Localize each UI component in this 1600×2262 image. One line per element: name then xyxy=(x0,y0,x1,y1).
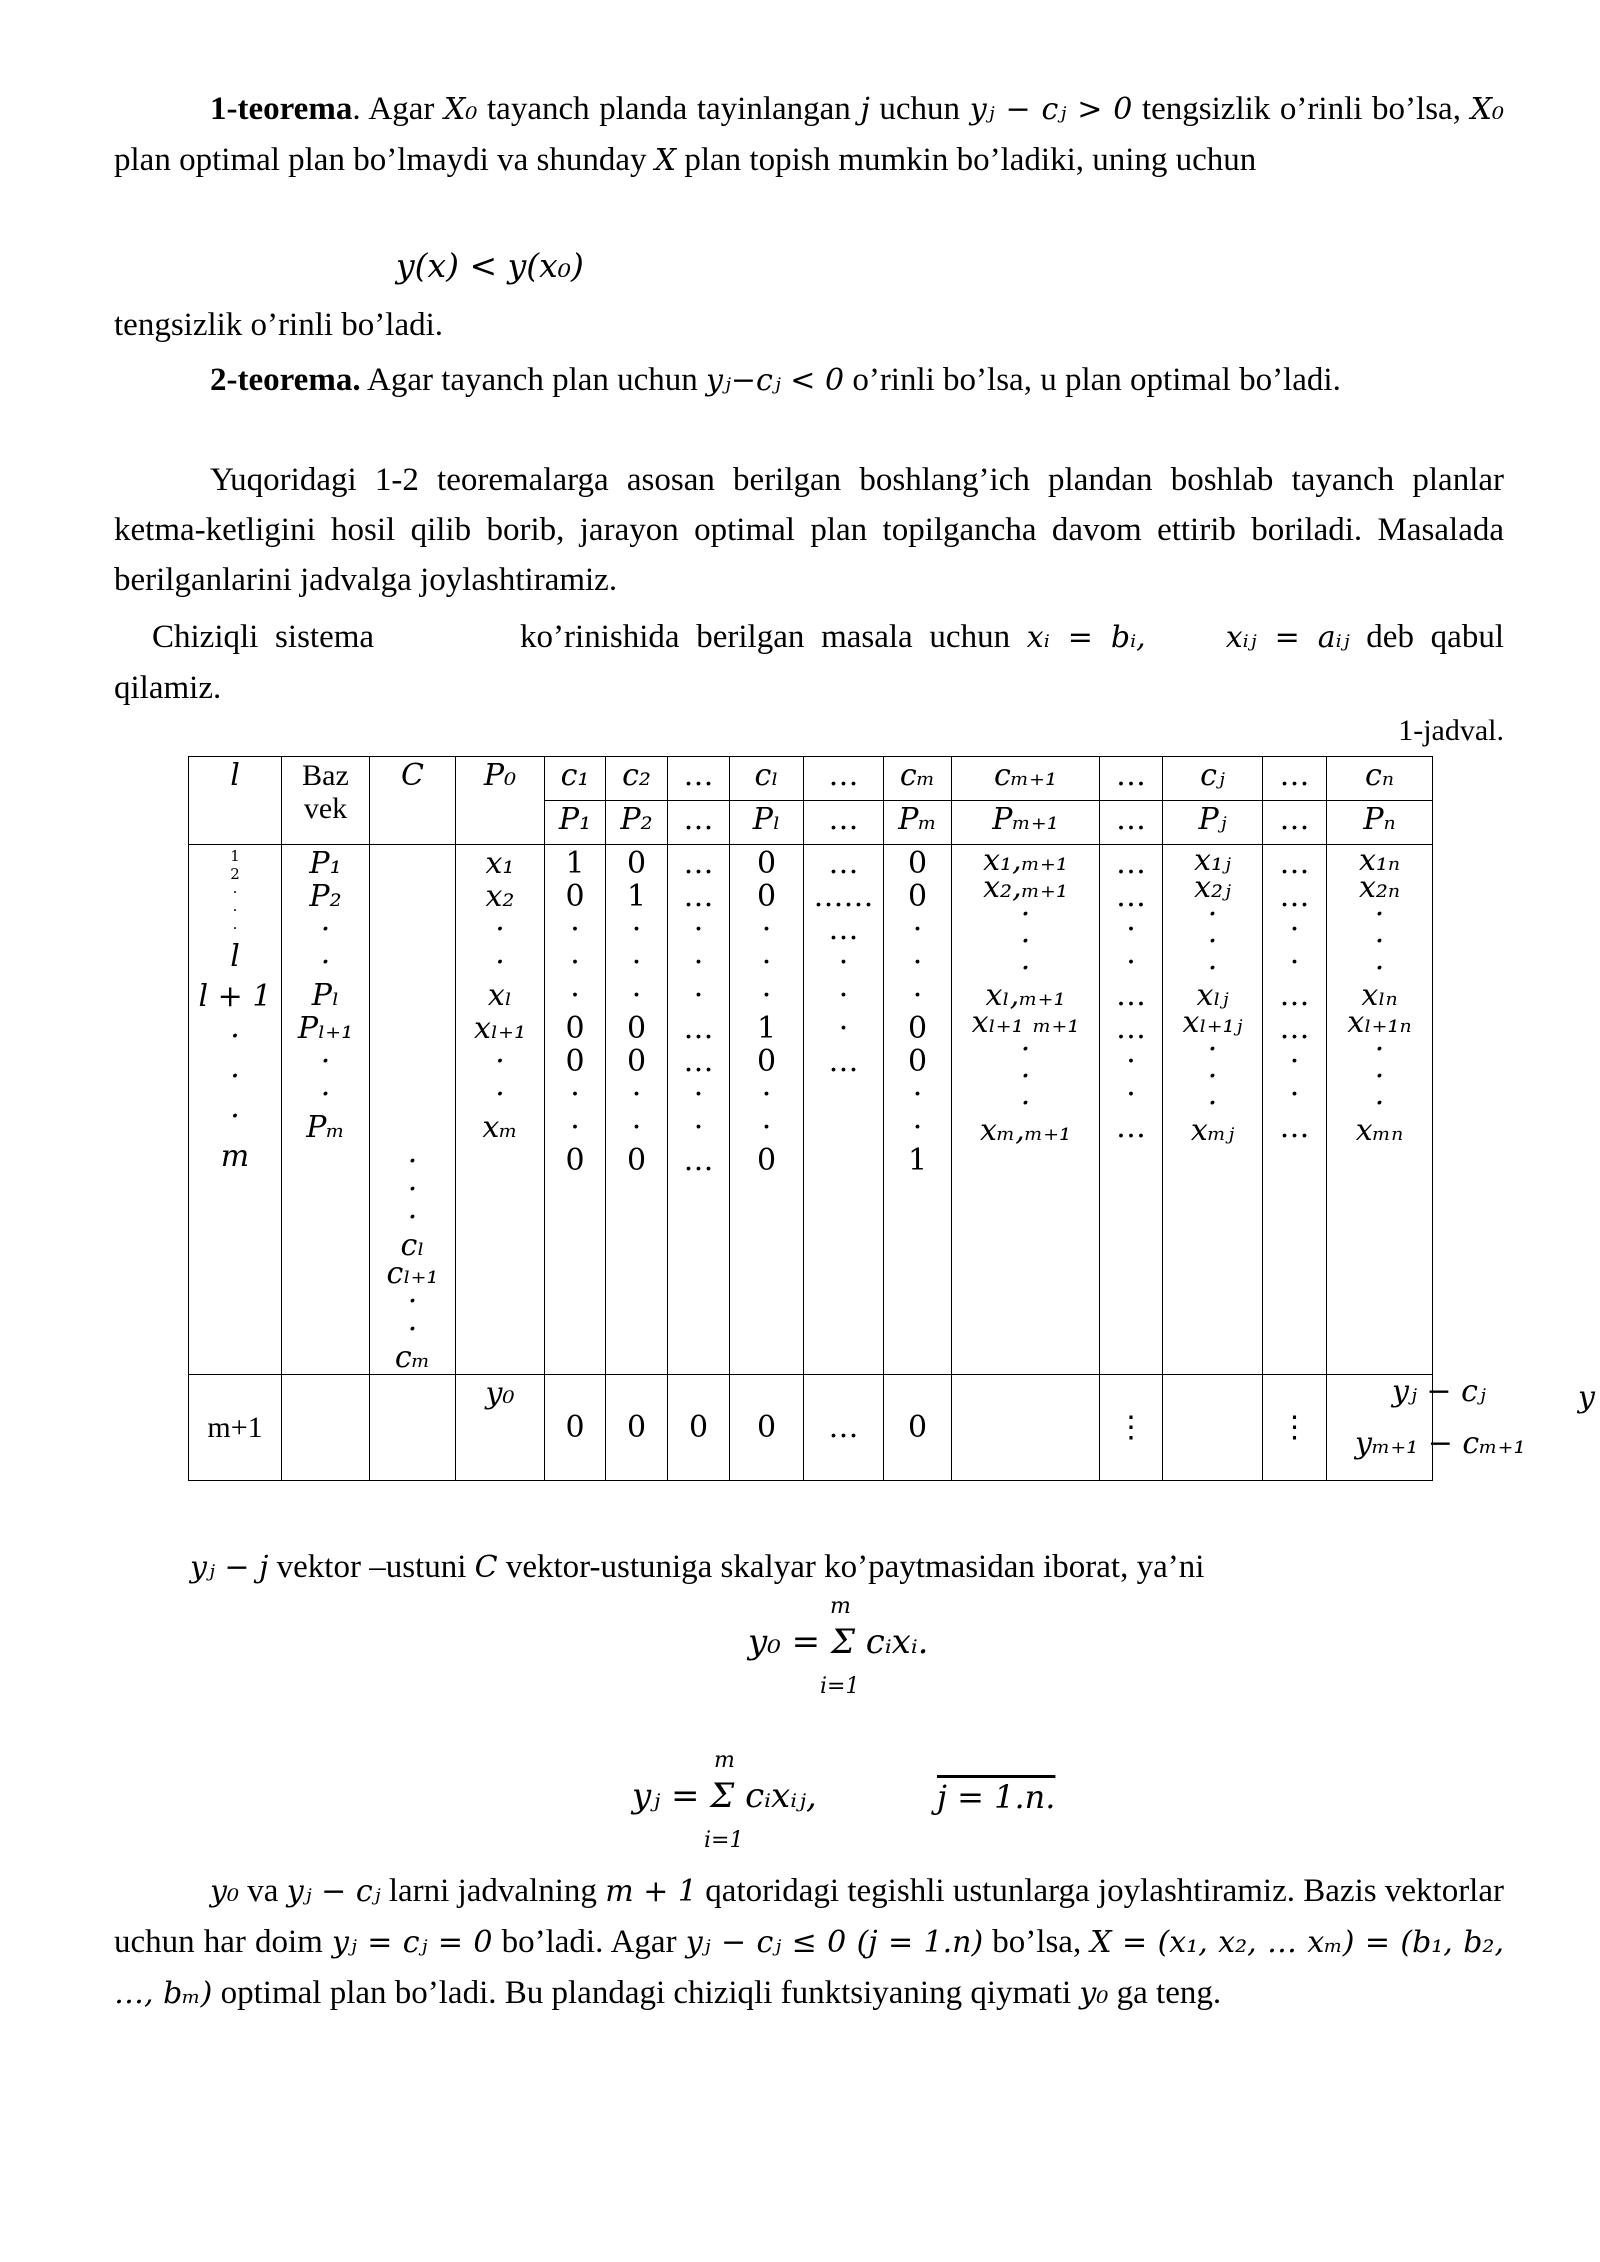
empty-cell xyxy=(952,1375,1100,1481)
math-yj-j: yⱼ − j xyxy=(190,1550,269,1585)
sum-lower-limit: i=1 xyxy=(704,1828,744,1853)
text: tayanch planda tayinlangan xyxy=(477,91,861,127)
math-condition: yⱼ−cⱼ < 0 xyxy=(706,363,845,398)
header-dots: … xyxy=(1263,801,1327,845)
formula-y0-sum xyxy=(748,1594,1048,1704)
col-basis-vectors: P₁ P₂ · · Pₗ Pₗ₊₁ · · Pₘ xyxy=(282,845,370,1375)
header-p0: P₀ xyxy=(456,757,545,845)
last-row-vdots-1: ⋮ xyxy=(1100,1375,1163,1481)
header-cm1: cₘ₊₁ xyxy=(952,757,1100,801)
header-Pm: Pₘ xyxy=(884,801,952,845)
last-row-dots-2: … xyxy=(804,1375,884,1481)
math-optimal-plan: X = (x₁, x₂, … xₘ) = (b₁, b₂, …, bₘ) xyxy=(114,1925,1504,2011)
col-c1-values: 1 0 · · · 0 0 · · 0 xyxy=(545,845,606,1375)
header-dots: … xyxy=(804,801,884,845)
sum-upper-limit: m xyxy=(714,1748,735,1773)
empty-cell xyxy=(1163,1375,1263,1481)
col-dots-4: … … · · … … · · … xyxy=(1263,845,1327,1375)
header-dots: … xyxy=(668,801,730,845)
label-cut-y: y xyxy=(1578,1380,1595,1415)
text: o’rinli bo’lsa, u plan optimal bo’ladi. xyxy=(844,362,1341,398)
last-row-dots-1: 0 xyxy=(668,1375,730,1481)
empty-cell xyxy=(370,1375,456,1481)
math-condition: yⱼ − cⱼ > 0 xyxy=(969,92,1133,127)
math-m-plus-1: m + 1 xyxy=(605,1874,698,1909)
col-p0-values: x₁ x₂ · · xₗ xₗ₊₁ · · xₘ xyxy=(456,845,545,1375)
header-Pm1: Pₘ₊₁ xyxy=(952,801,1100,845)
header-c1: c₁ xyxy=(545,757,606,801)
text: plan topish mumkin bo’ladiki, uning uchun xyxy=(676,142,1257,178)
header-Pl: Pₗ xyxy=(730,801,804,845)
header-cn: cₙ xyxy=(1327,757,1433,801)
math-c: C xyxy=(474,1550,498,1585)
header-Pj: Pⱼ xyxy=(1163,801,1263,845)
formula-yj: yⱼ = Σ cᵢxᵢⱼ, xyxy=(632,1776,817,1816)
col-cj-values: x₁ⱼ x₂ⱼ · · · xₗⱼ xₗ₊₁ⱼ · · · xₘⱼ xyxy=(1163,845,1263,1375)
header-cm: cₘ xyxy=(884,757,952,801)
header-Pn: Pₙ xyxy=(1327,801,1433,845)
paragraph-3: Yuqoridagi 1-2 teoremalarga asosan berilgan boshlang’ich plandan boshlab tayanch planlar ketma-ketligini hosil qilib borib, jarayon optimal plan topilgancha davom ettirib boriladi. Masalada berilganlarini jadvalga joylashtiramiz. xyxy=(114,462,1504,598)
formula-yj-sum xyxy=(632,1748,1132,1858)
math-yj-cj-zero: yⱼ = cⱼ = 0 xyxy=(331,1925,493,1960)
label-yj-cj: yⱼ − cⱼ xyxy=(1392,1374,1486,1409)
sum-lower-limit: i=1 xyxy=(820,1674,860,1699)
header-dots: … xyxy=(668,757,730,801)
col-dots-2: … …… … · · · … xyxy=(804,845,884,1375)
col-c-values: · · · cₗ cₗ₊₁ · · cₘ xyxy=(370,845,456,1375)
math-j: j xyxy=(860,92,870,127)
math-xi-bi: xᵢ = bᵢ, xyxy=(1026,620,1146,655)
col-c2-values: 0 1 · · · 0 0 · · 0 xyxy=(606,845,668,1375)
theorem-2-label: 2-teorema. xyxy=(210,362,361,398)
header-l: l xyxy=(189,757,282,845)
empty-cell xyxy=(282,1375,370,1481)
header-dots: … xyxy=(1100,801,1163,845)
table-caption: 1-jadval. xyxy=(1398,714,1504,747)
last-row-c2: 0 xyxy=(606,1375,668,1481)
formula-inequality: y(x) < y(x₀) xyxy=(396,246,584,285)
text: optimal plan bo’ladi. Bu plandagi chiziqli funktsiyaning qiymati xyxy=(212,1975,1080,2011)
col-cl-values: 0 0 · · · 1 0 · · 0 xyxy=(730,845,804,1375)
text: . Agar xyxy=(352,91,444,127)
math-optimality-condition: yⱼ − cⱼ ≤ 0 (j = 1.n) xyxy=(685,1925,984,1960)
col-l-body xyxy=(189,845,282,1375)
last-row-c1: 0 xyxy=(545,1375,606,1481)
text: ko’rinishida berilgan masala uchun xyxy=(520,619,1027,655)
text: tengsizlik o’rinli bo’lsa, xyxy=(1132,91,1471,127)
row-symbols: l l + 1 · · · m xyxy=(198,939,272,1174)
header-c: C xyxy=(370,757,456,845)
theorem-1-label: 1-teorema xyxy=(210,91,353,127)
text: Chiziqli sistema xyxy=(152,619,375,655)
text: deb qabul qilamiz. xyxy=(114,619,1504,706)
paragraph-4 xyxy=(114,612,1504,713)
last-row-label: m+1 xyxy=(189,1375,282,1481)
last-row-vdots-2: ⋮ xyxy=(1263,1375,1327,1481)
text: larni jadvalning xyxy=(380,1873,606,1909)
math-y0: y₀ xyxy=(1079,1976,1109,2011)
math-x: X xyxy=(654,143,677,178)
math-yj-cj: yⱼ − cⱼ xyxy=(286,1874,381,1909)
after-table-paragraph xyxy=(190,1542,1490,1593)
formula-y0: y₀ = Σ cᵢxᵢ. xyxy=(748,1622,929,1662)
col-cm-values: 0 0 · · · 0 0 · · 1 xyxy=(884,845,952,1375)
sum-upper-limit: m xyxy=(830,1594,851,1619)
last-row-cl: 0 xyxy=(730,1375,804,1481)
col-dots-3: … … · · … … · · … xyxy=(1100,845,1163,1375)
header-dots: … xyxy=(1100,757,1163,801)
theorem-1-paragraph xyxy=(114,84,1504,186)
text: Agar tayanch plan uchun xyxy=(360,362,707,398)
formula-j-range: j = 1.n. xyxy=(937,1778,1056,1816)
header-dots: … xyxy=(804,757,884,801)
header-P1: P₁ xyxy=(545,801,606,845)
col-dots-1: … … · · · … … · · … xyxy=(668,845,730,1375)
label-ym1-cm1: yₘ₊₁ − cₘ₊₁ xyxy=(1355,1426,1526,1461)
header-P2: P₂ xyxy=(606,801,668,845)
header-cj: cⱼ xyxy=(1163,757,1263,801)
text: vektor-ustuniga skalyar ko’paytmasidan iborat, ya’ni xyxy=(497,1549,1205,1585)
col-cn-values: x₁ₙ x₂ₙ · · · xₗₙ xₗ₊₁ₙ · · · xₘₙ xyxy=(1327,845,1433,1375)
text: uchun xyxy=(869,91,970,127)
text: va xyxy=(238,1873,287,1909)
math-y0: y₀ xyxy=(210,1874,239,1909)
text: ga teng. xyxy=(1108,1975,1222,2011)
last-row-y0: y₀ xyxy=(456,1375,545,1481)
col-cm1-values: x₁,ₘ₊₁ x₂,ₘ₊₁ · · · xₗ,ₘ₊₁ xₗ₊₁ ₘ₊₁ · · · xₘ,ₘ₊₁ xyxy=(952,845,1100,1375)
theorem-1-conclusion: tengsizlik o’rinli bo’ladi. xyxy=(114,307,444,343)
row-numbers: 1 2 · · · xyxy=(230,847,240,937)
header-c2: c₂ xyxy=(606,757,668,801)
final-paragraph xyxy=(114,1866,1504,2019)
header-dots: … xyxy=(1263,757,1327,801)
text: bo’lsa, xyxy=(983,1924,1091,1960)
text: bo’ladi. Agar xyxy=(492,1924,686,1960)
last-row-cm: 0 xyxy=(884,1375,952,1481)
simplex-table xyxy=(188,756,1433,1481)
math-x0: X₀ xyxy=(443,92,478,127)
text: qatoridagi tegishli ustunlarga joylashtiramiz. Bazis vektorlar uchun har doim xyxy=(114,1873,1504,1960)
header-baz-vek: Baz vek xyxy=(282,757,370,845)
text: plan optimal plan bo’lmaydi va shunday xyxy=(114,142,655,178)
math-x0: X₀ xyxy=(1470,92,1504,127)
theorem-2-paragraph xyxy=(114,355,1504,406)
math-xij-aij: xᵢⱼ = aᵢⱼ xyxy=(1225,620,1350,655)
header-cl: cₗ xyxy=(730,757,804,801)
text: vektor –ustuni xyxy=(268,1549,475,1585)
